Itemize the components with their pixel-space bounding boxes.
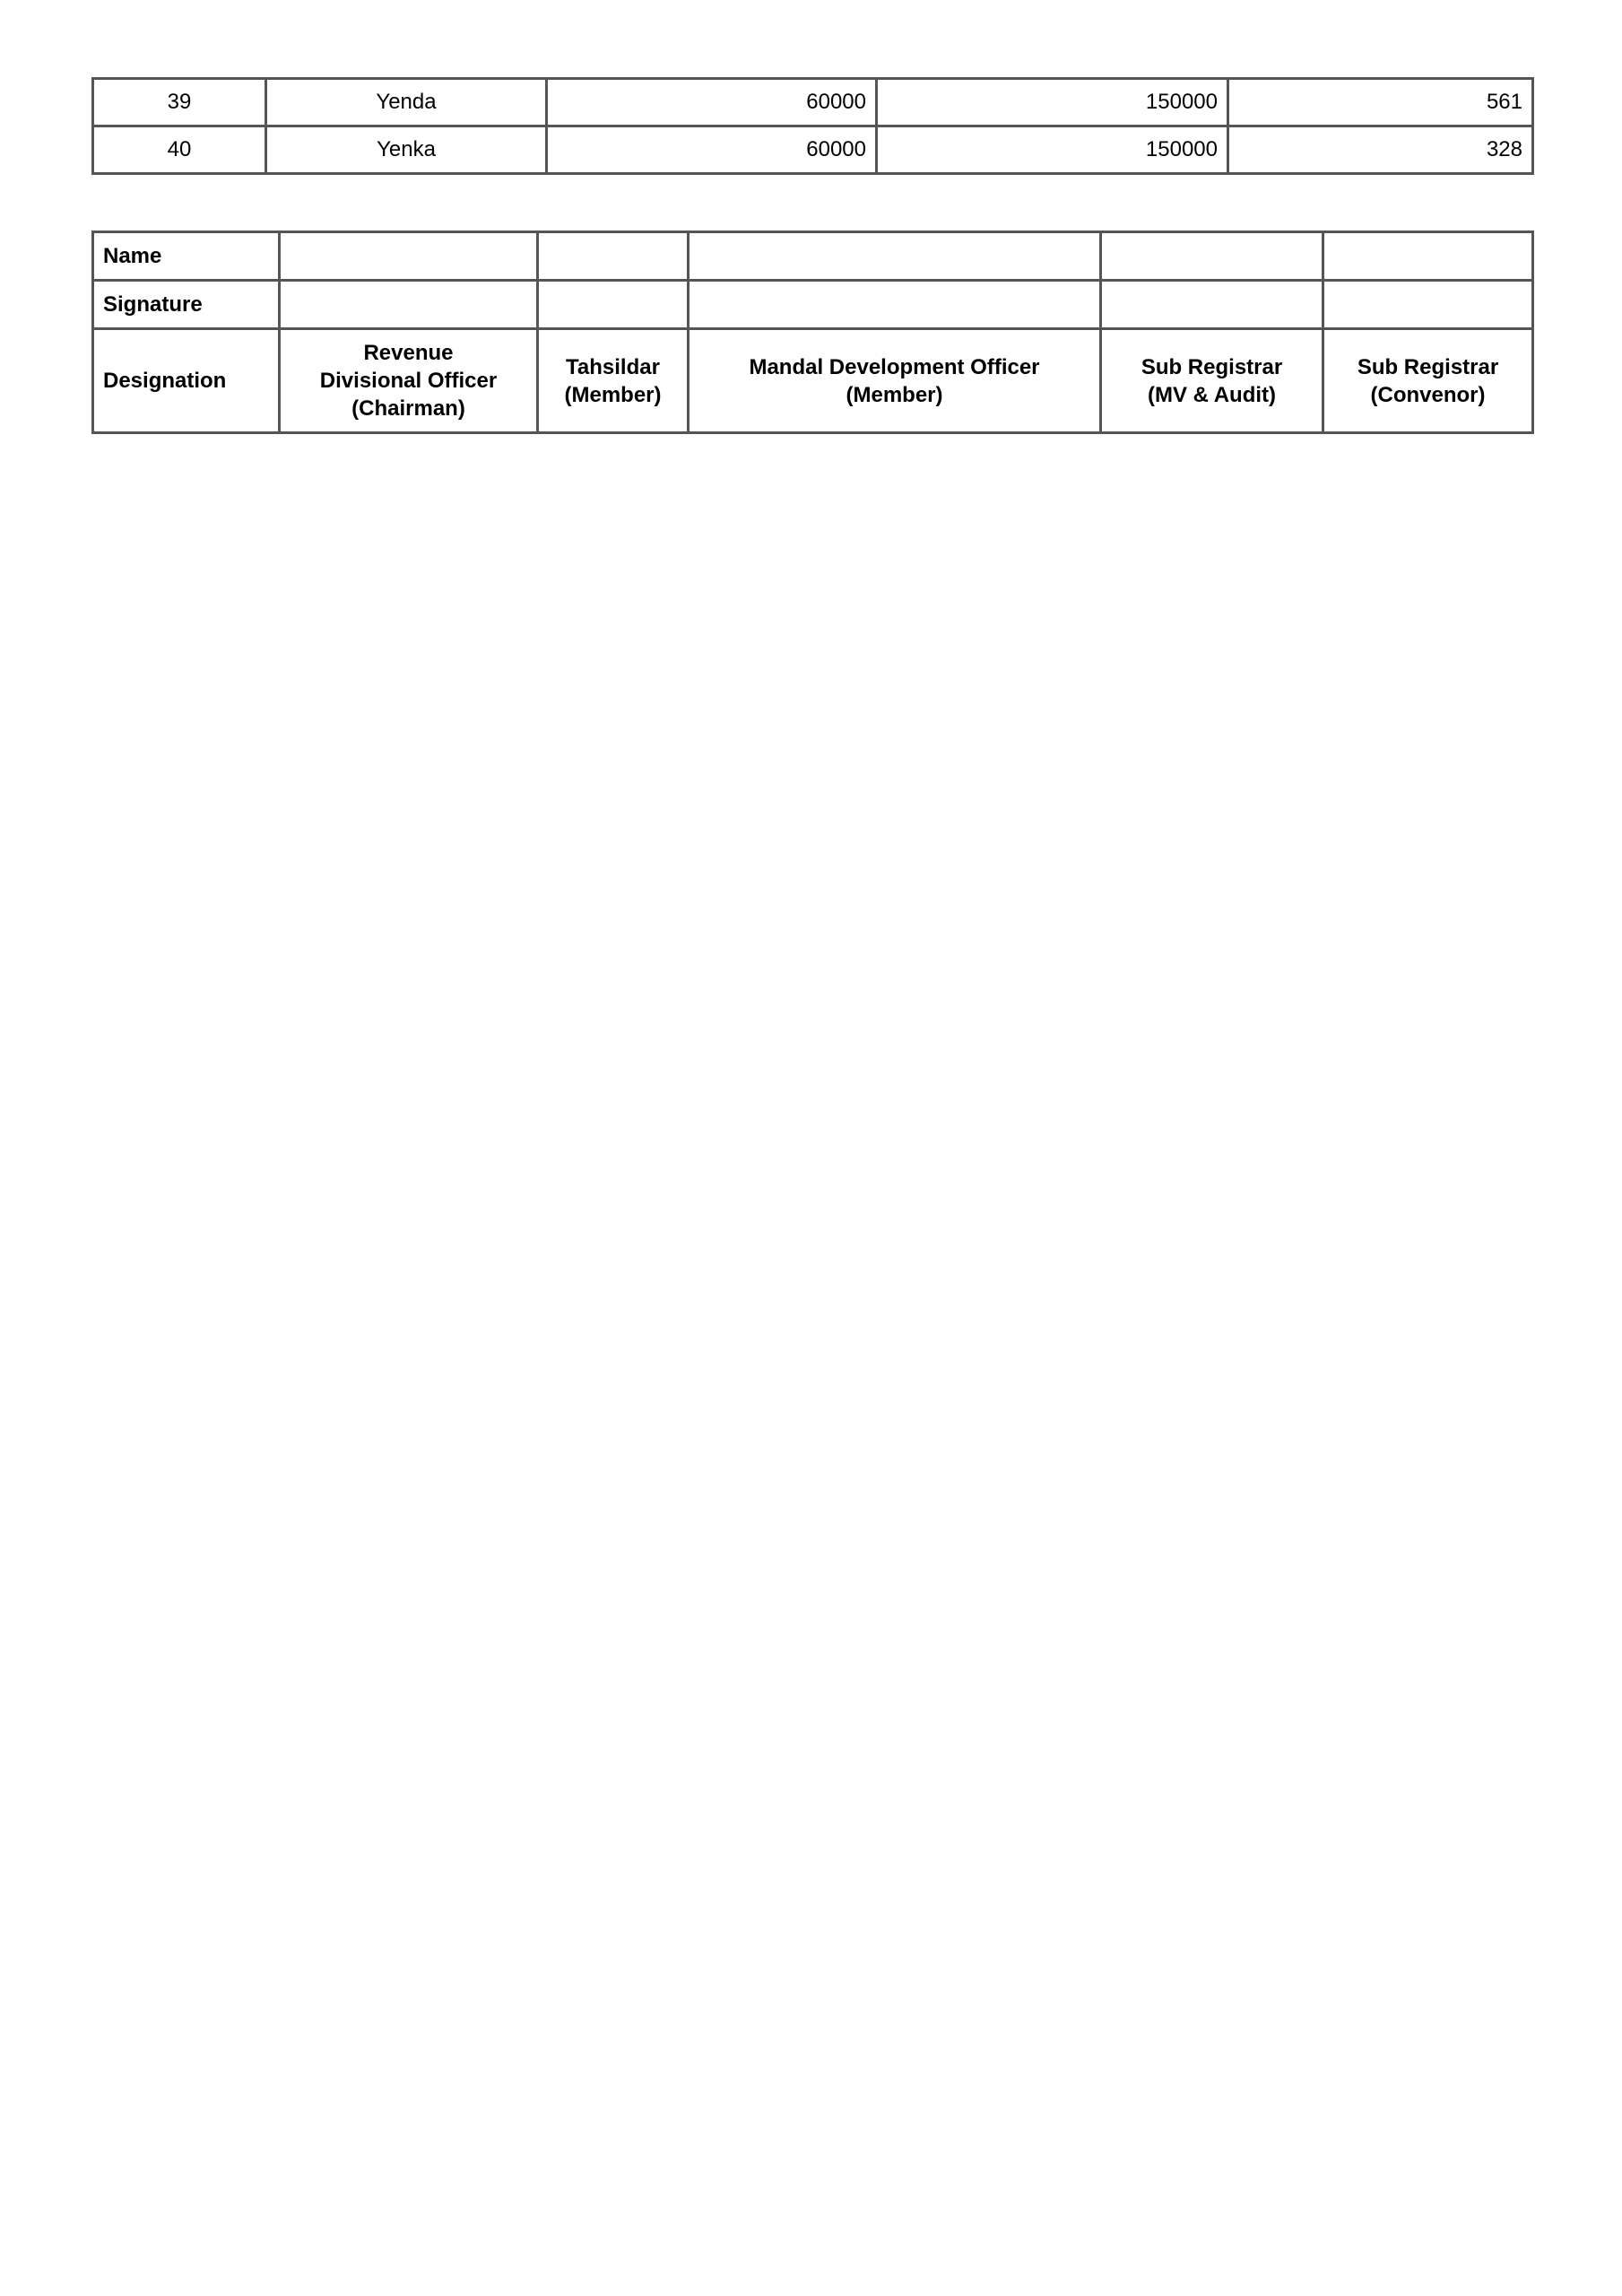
- signature-field: [1323, 281, 1533, 329]
- signature-field: [538, 281, 689, 329]
- name-label: Name: [93, 232, 280, 281]
- designation-sub-registrar-convenor: Sub Registrar (Convenor): [1323, 329, 1533, 433]
- designation-rdo: Revenue Divisional Officer (Chairman): [280, 329, 538, 433]
- signature-field: [280, 281, 538, 329]
- name-field: [689, 232, 1101, 281]
- name-field: [1101, 232, 1323, 281]
- name-field: [280, 232, 538, 281]
- village-values-table: [91, 77, 1534, 175]
- designation-label: Designation: [93, 329, 280, 433]
- signature-row: [93, 281, 1533, 329]
- signature-table: [91, 230, 1534, 434]
- name-field: [1323, 232, 1533, 281]
- signature-label: Signature: [93, 281, 280, 329]
- value-cell: 60000: [547, 126, 877, 174]
- designation-row: [93, 329, 1533, 433]
- name-row: [93, 232, 1533, 281]
- table-row: [93, 79, 1533, 126]
- value-cell: 561: [1228, 79, 1533, 126]
- signature-field: [1101, 281, 1323, 329]
- designation-sub-registrar-audit: Sub Registrar (MV & Audit): [1101, 329, 1323, 433]
- signature-field: [689, 281, 1101, 329]
- value-cell: 150000: [877, 126, 1228, 174]
- name-field: [538, 232, 689, 281]
- value-cell: 328: [1228, 126, 1533, 174]
- serial-number-cell: 40: [93, 126, 266, 174]
- designation-tahsildar: Tahsildar (Member): [538, 329, 689, 433]
- village-name-cell: Yenka: [266, 126, 547, 174]
- table-row: [93, 126, 1533, 174]
- value-cell: 150000: [877, 79, 1228, 126]
- village-name-cell: Yenda: [266, 79, 547, 126]
- serial-number-cell: 39: [93, 79, 266, 126]
- designation-mdo: Mandal Development Officer (Member): [689, 329, 1101, 433]
- value-cell: 60000: [547, 79, 877, 126]
